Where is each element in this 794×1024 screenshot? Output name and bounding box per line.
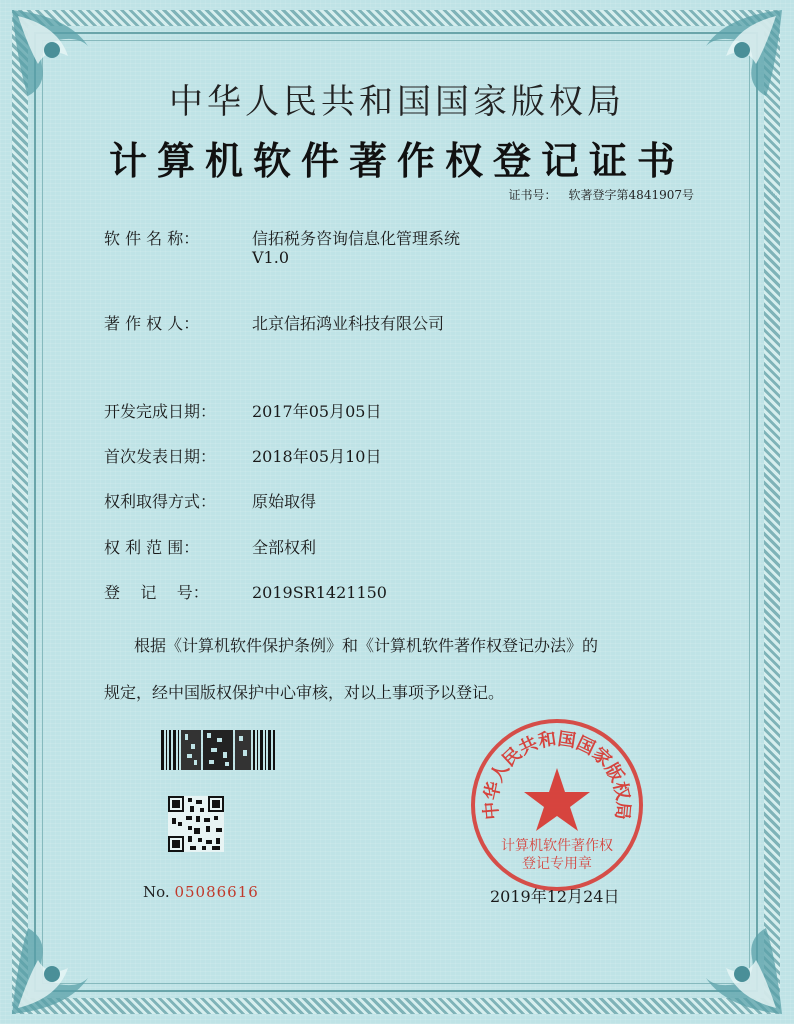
barcode-icon <box>161 730 275 770</box>
statement-line-1: 根据《计算机软件保护条例》和《计算机软件著作权登记办法》的 <box>134 636 599 655</box>
issuing-authority: 中华人民共和国国家版权局 <box>169 82 625 122</box>
serial-prefix: No. <box>143 883 170 901</box>
svg-text:中华人民共和国国家版权局: 中华人民共和国国家版权局 <box>480 728 634 821</box>
field-label: 登 记 号： <box>104 583 209 602</box>
statement-line-2: 规定，经中国版权保护中心审核，对以上事项予以登记。 <box>104 683 505 702</box>
field-value: 2019SR1421150 <box>252 583 387 602</box>
field-label: 软 件 名 称： <box>104 229 200 248</box>
field-value: 2018年05月10日 <box>252 447 382 466</box>
field-label: 权 利 范 围： <box>104 538 200 557</box>
svg-text:登记专用章: 登记专用章 <box>522 856 592 872</box>
field-registration-number <box>104 580 387 603</box>
field-copyright-owner <box>104 311 444 334</box>
corner-ornament-icon <box>8 898 128 1018</box>
field-completion-date <box>104 399 381 422</box>
field-label: 权利取得方式： <box>104 492 217 511</box>
field-rights-scope <box>104 535 316 558</box>
field-label: 著 作 权 人： <box>104 314 200 333</box>
certificate-title: 计算机软件著作权登记证书 <box>108 138 685 183</box>
field-publication-date <box>104 444 381 467</box>
field-value: 2017年05月05日 <box>252 402 382 421</box>
field-value: 北京信拓鸿业科技有限公司 <box>252 314 445 333</box>
certificate-number <box>509 186 694 203</box>
issue-date: 2019年12月24日 <box>490 887 620 906</box>
field-acquisition-method <box>104 489 316 512</box>
corner-ornament-icon <box>666 898 786 1018</box>
certificate-number-label: 证书号： <box>508 188 557 202</box>
field-label: 首次发表日期： <box>104 447 217 466</box>
serial-number <box>143 883 259 901</box>
field-label: 开发完成日期： <box>104 402 217 421</box>
official-seal-icon <box>468 716 646 894</box>
svg-text:计算机软件著作权: 计算机软件著作权 <box>501 838 613 854</box>
certificate-number-value: 软著登字第4841907号 <box>568 188 694 202</box>
field-value: 信拓税务咨询信息化管理系统 <box>252 229 461 248</box>
field-value: 全部权利 <box>252 538 317 557</box>
field-software-name <box>104 226 461 267</box>
field-value-version: V1.0 <box>252 248 289 267</box>
field-value: 原始取得 <box>252 492 317 511</box>
qr-code-icon <box>168 796 224 852</box>
serial-value: 05086616 <box>174 883 259 901</box>
